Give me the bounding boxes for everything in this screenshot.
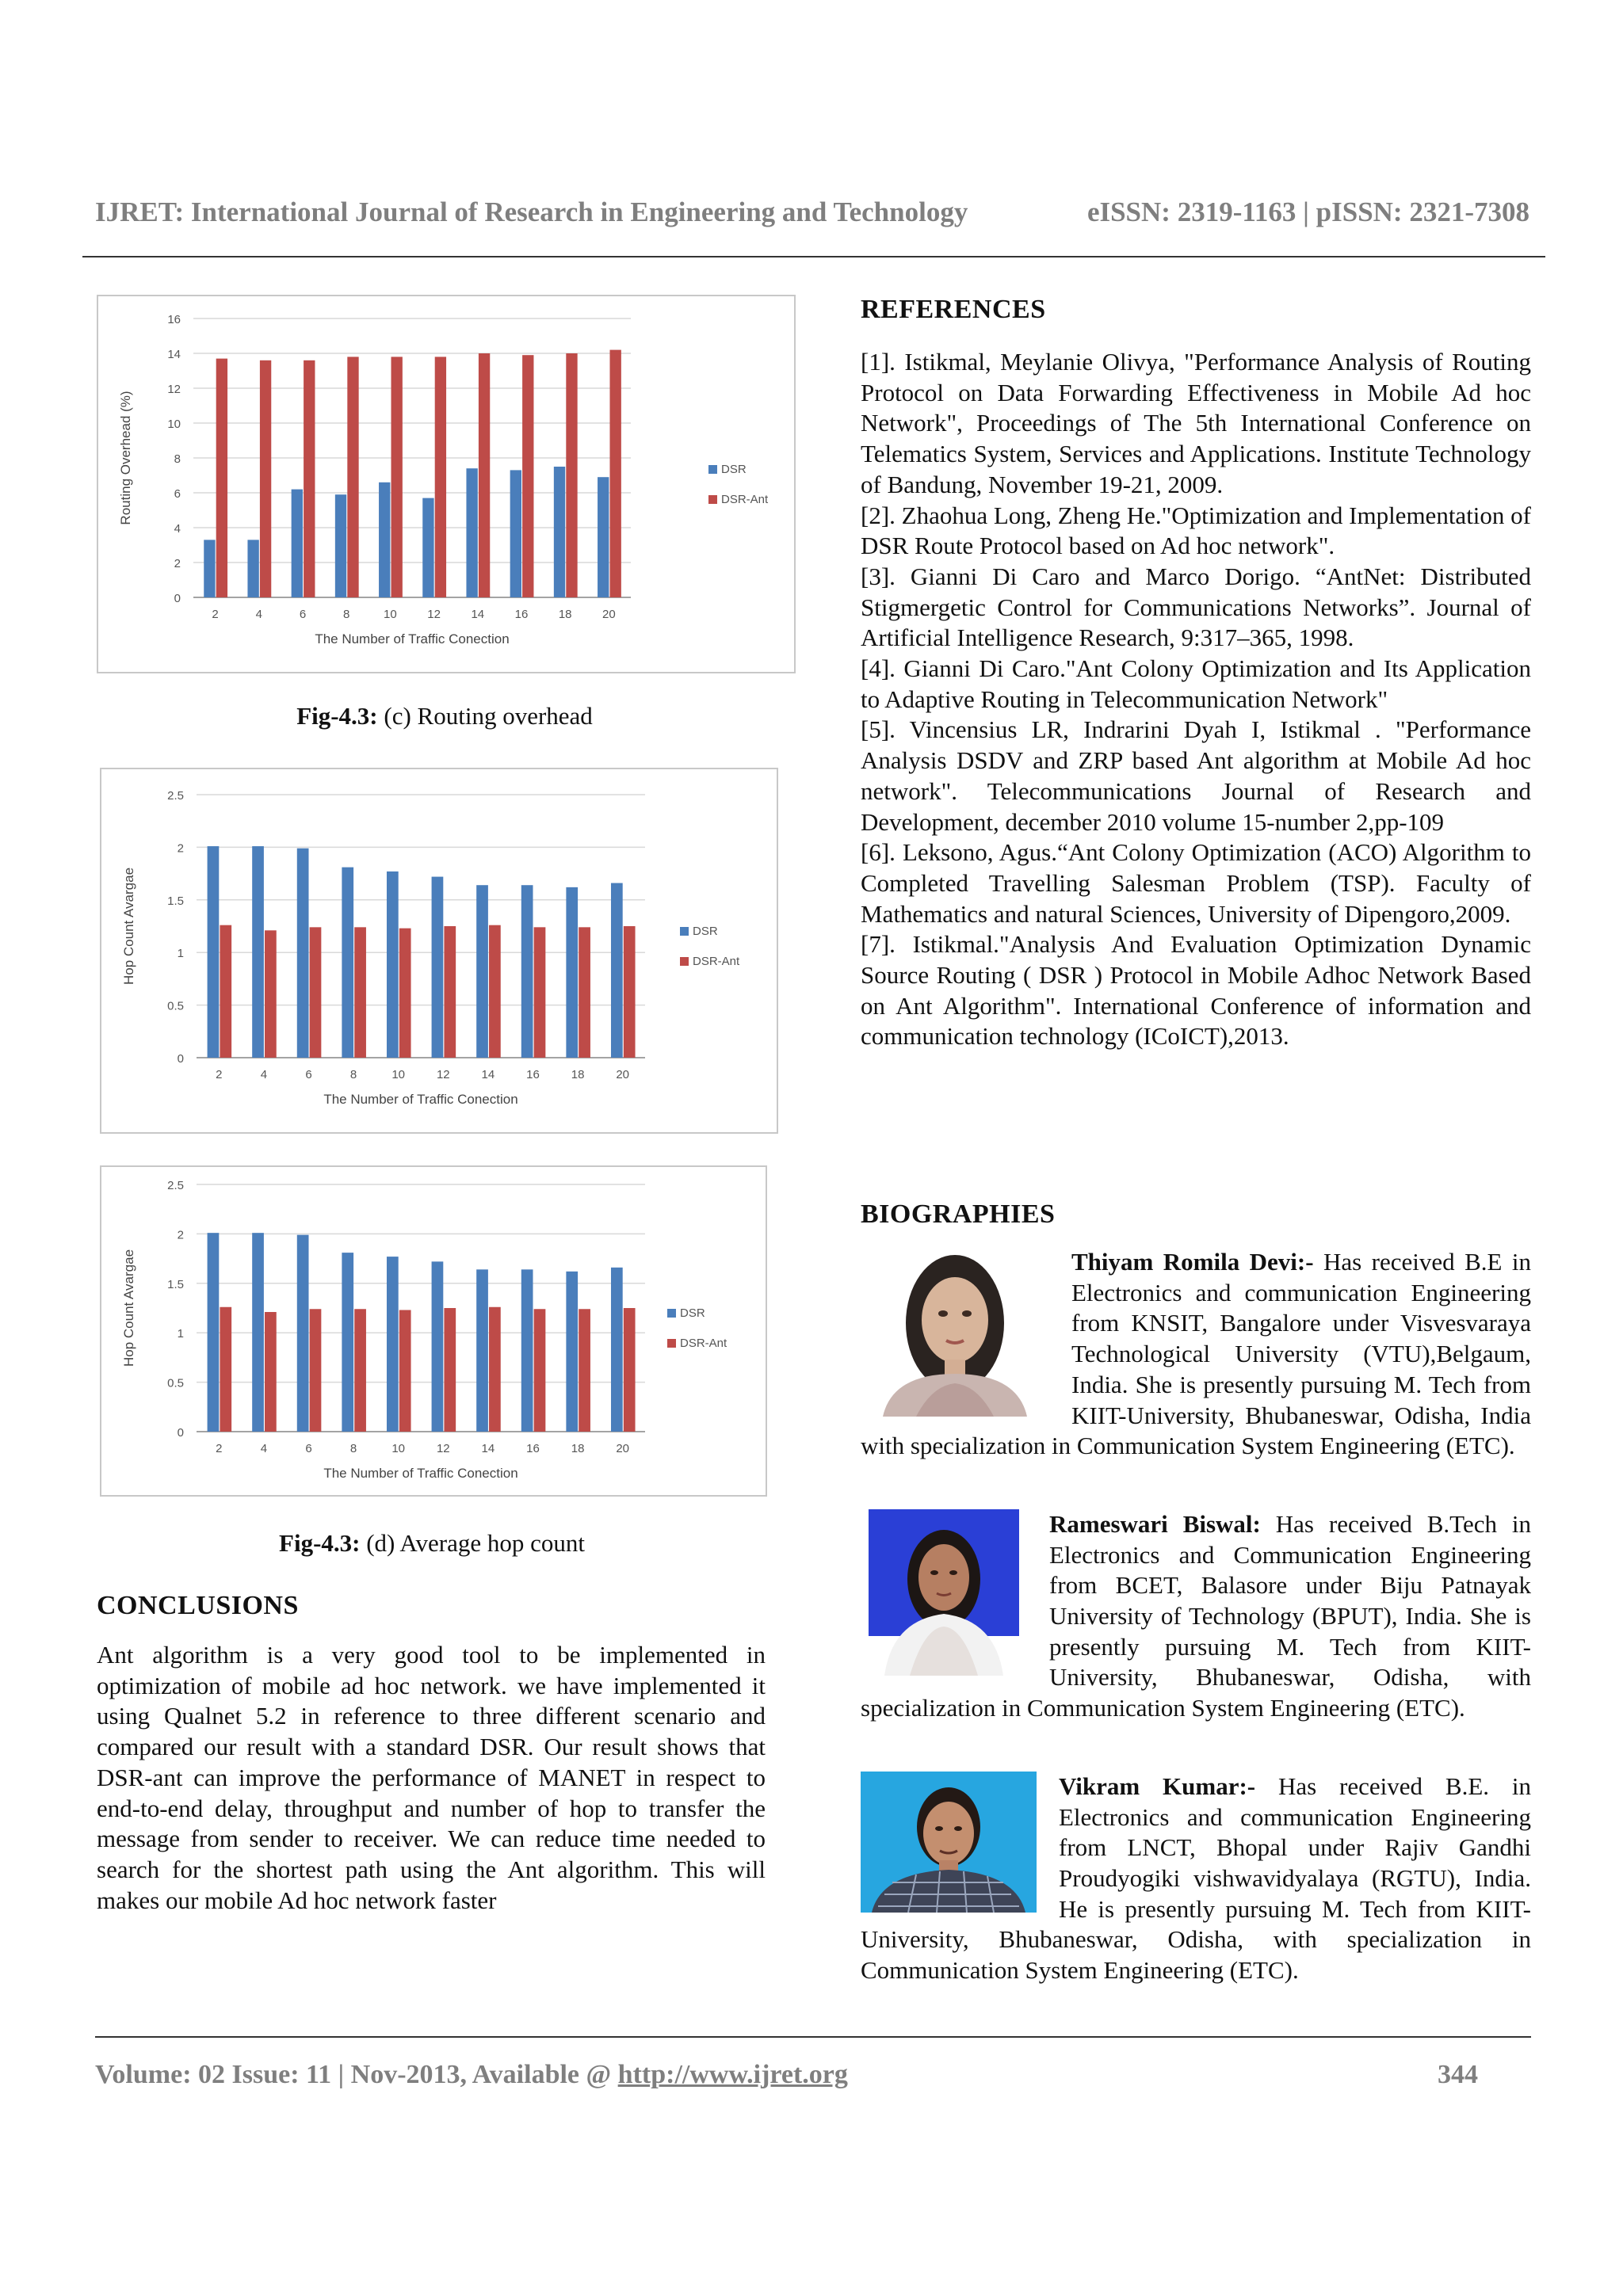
author-photo (861, 1247, 1049, 1417)
y-axis-title: Routing Overhead (%) (118, 391, 133, 525)
x-axis-title: The Number of Traffic Conection (323, 1092, 518, 1107)
y-tick-label: 16 (167, 313, 181, 326)
bar-dsr-ant (489, 1307, 501, 1432)
bio-item (861, 1247, 1531, 1462)
bar-dsr-ant (444, 1308, 456, 1432)
legend-label: DSR-Ant (721, 493, 769, 506)
references-heading: REFERENCES (861, 295, 1046, 324)
x-tick-label: 6 (305, 1442, 312, 1455)
biographies-heading: BIOGRAPHIES (861, 1199, 1056, 1229)
x-tick-label: 14 (481, 1442, 495, 1455)
bar-dsr (252, 1233, 264, 1432)
x-tick-label: 4 (255, 608, 262, 621)
bar-dsr-ant (399, 1310, 411, 1432)
x-tick-label: 16 (526, 1442, 540, 1455)
bar-dsr (387, 1257, 399, 1432)
chart-hop-count-2-svg (101, 1167, 766, 1495)
running-footer (95, 2060, 1478, 2090)
caption-d-text: (d) Average hop count (360, 1529, 585, 1557)
y-tick-label: 4 (174, 522, 181, 536)
chart-routing-overhead-svg (98, 296, 794, 672)
footer-rule (95, 2036, 1531, 2038)
x-tick-label: 10 (384, 608, 397, 621)
author-photo (861, 1509, 1027, 1676)
figure-caption-d (97, 1529, 767, 1558)
references-list (861, 347, 1531, 1052)
bar-dsr (247, 540, 258, 597)
x-tick-label: 2 (216, 1442, 223, 1455)
bar-dsr-ant (354, 1309, 366, 1432)
y-tick-label: 2.5 (167, 1179, 184, 1192)
y-tick-label: 6 (174, 487, 181, 501)
x-tick-label: 14 (481, 1068, 495, 1081)
legend-label: DSR (693, 925, 718, 938)
x-tick-label: 4 (260, 1068, 268, 1081)
x-axis-title: The Number of Traffic Conection (323, 1466, 518, 1481)
bio-item (861, 1772, 1531, 1986)
bar-dsr-ant (220, 925, 231, 1058)
y-tick-label: 12 (167, 383, 181, 396)
x-tick-label: 2 (216, 1068, 223, 1081)
bar-dsr (335, 494, 346, 597)
author-photo (861, 1772, 1037, 1913)
bio-text: Has received B.E. in Electronics and communication Engineering from LNCT, Bhopal under Rajiv Gandhi Proudyogiki vishwavidyalaya (RGTU), India. He is presently pursuing M. Tech from KIIT-University, Bhubaneswar, Odisha, with specialization in Communication System Engineering (ETC). (861, 1772, 1531, 1985)
bar-dsr (292, 490, 303, 597)
x-tick-label: 2 (212, 608, 219, 621)
legend-swatch (680, 927, 689, 936)
reference-item: [2]. Zhaohua Long, Zheng He."Optimization and Implementation of DSR Route Protocol based on Ad hoc network". (861, 501, 1531, 560)
footer-volume-text: Volume: 02 Issue: 11 | Nov-2013, Available @ (95, 2060, 618, 2089)
chart-hop-count-2 (100, 1165, 767, 1497)
y-tick-label: 0 (177, 1426, 184, 1440)
bar-dsr (476, 885, 488, 1058)
bar-dsr (466, 468, 477, 597)
legend-label: DSR-Ant (693, 955, 740, 968)
conclusions-section (97, 1591, 766, 1916)
figure-caption-c (97, 702, 792, 730)
bar-dsr-ant (354, 927, 366, 1058)
reference-item: [5]. Vincensius LR, Indrarini Dyah I, Istikmal . "Performance Analysis DSDV and ZRP based Ant algorithm at Mobile Ad hoc network". Telecommunications Journal of Research and Development, december 2010 volume 15-number 2,pp-109 (861, 715, 1531, 836)
bar-dsr (554, 467, 565, 597)
bar-dsr (510, 470, 521, 597)
x-tick-label: 12 (427, 608, 441, 621)
bar-dsr-ant (489, 925, 501, 1058)
bar-dsr (422, 498, 433, 597)
bar-dsr-ant (347, 357, 358, 597)
y-tick-label: 8 (174, 452, 181, 466)
legend-label: DSR (721, 463, 747, 476)
bar-dsr (521, 1269, 533, 1432)
bar-dsr-ant (304, 360, 315, 597)
bar-dsr-ant (220, 1307, 231, 1432)
footer-link[interactable]: http://www.ijret.org (617, 2060, 848, 2089)
bar-dsr-ant (534, 927, 546, 1058)
conclusions-text: Ant algorithm is a very good tool to be implemented in optimization of mobile ad hoc network. we have implemented it using Qualnet 5.2 in reference to three different scenario and compared our result with a standard DSR. Our result shows that DSR-ant can improve the performance of MANET in respect to end-to-end delay, throughput and number of hop to transfer the message from sender to receiver. We can reduce time needed to search for the shortest path using the Ant algorithm. This will makes our mobile Ad hoc network faster (97, 1641, 766, 1914)
x-tick-label: 10 (391, 1068, 406, 1081)
chart-routing-overhead (97, 295, 796, 673)
x-tick-label: 18 (558, 608, 572, 621)
y-tick-label: 0 (177, 1052, 184, 1066)
bar-dsr (204, 540, 215, 597)
x-tick-label: 4 (260, 1442, 268, 1455)
bar-dsr (566, 1272, 578, 1432)
y-tick-label: 14 (167, 348, 181, 361)
bar-dsr-ant (522, 355, 533, 597)
header-rule (82, 256, 1545, 257)
legend-swatch (708, 465, 717, 474)
y-tick-label: 10 (167, 418, 181, 431)
x-tick-label: 18 (571, 1068, 585, 1081)
bio-name: Vikram Kumar:- (1059, 1772, 1256, 1800)
bar-dsr-ant (479, 353, 490, 597)
bar-dsr (611, 883, 623, 1058)
bar-dsr (379, 482, 390, 597)
reference-item: [1]. Istikmal, Meylanie Olivya, "Performance Analysis of Routing Protocol on Data Forwarding Effectiveness in Mobile Ad hoc Network", Proceedings of The 5th International Conference on Telematics System, Services and Applications. Institute Technology of Bandung, November 19-21, 2009. (861, 348, 1531, 498)
x-axis-title: The Number of Traffic Conection (315, 631, 510, 646)
reference-item: [3]. Gianni Di Caro and Marco Dorigo. “AntNet: Distributed Stigmergetic Control for Communications Networks”. Journal of Artificial Intelligence Research, 9:317–365, 1998. (861, 562, 1531, 652)
caption-c-text: (c) Routing overhead (377, 702, 593, 730)
bar-dsr-ant (265, 930, 277, 1058)
x-tick-label: 12 (436, 1442, 450, 1455)
caption-c-label: Fig-4.3: (296, 702, 378, 730)
bar-dsr (387, 871, 399, 1058)
y-tick-label: 1.5 (167, 894, 184, 908)
legend-swatch (708, 495, 717, 504)
x-tick-label: 20 (616, 1068, 630, 1081)
bar-dsr (566, 887, 578, 1058)
bio-item (861, 1509, 1531, 1724)
y-tick-label: 1.5 (167, 1277, 184, 1291)
page-number: 344 (1438, 2060, 1478, 2089)
y-tick-label: 0.5 (167, 999, 184, 1013)
bar-dsr (342, 868, 353, 1058)
y-tick-label: 1 (177, 947, 184, 961)
legend-swatch (680, 957, 689, 966)
x-tick-label: 18 (571, 1442, 585, 1455)
bar-dsr-ant (579, 927, 590, 1058)
chart-hop-count-1-svg (101, 769, 777, 1132)
bar-dsr-ant (310, 927, 322, 1058)
caption-d-label: Fig-4.3: (279, 1529, 361, 1557)
bar-dsr (432, 877, 444, 1058)
bar-dsr-ant (310, 1309, 322, 1432)
bar-dsr (208, 846, 220, 1058)
x-tick-label: 6 (305, 1068, 312, 1081)
x-tick-label: 16 (514, 608, 529, 621)
x-tick-label: 16 (526, 1068, 540, 1081)
bar-dsr-ant (534, 1309, 546, 1432)
issn: eISSN: 2319-1163 | pISSN: 2321-7308 (1086, 196, 1529, 227)
bar-dsr-ant (265, 1312, 277, 1432)
y-axis-title: Hop Count Avargae (121, 867, 136, 986)
bar-dsr-ant (579, 1309, 590, 1432)
biographies-section (861, 1199, 1531, 1986)
running-header (95, 190, 1529, 235)
bio-name: Thiyam Romila Devi:- (1071, 1248, 1314, 1276)
bar-dsr (297, 1235, 309, 1432)
bar-dsr (611, 1268, 623, 1432)
journal-title: IJRET: International Journal of Research in Engineering and Technology (95, 196, 968, 227)
bar-dsr-ant (391, 357, 403, 597)
reference-item: [6]. Leksono, Agus.“Ant Colony Optimization (ACO) Algorithm to Completed Travelling Salesman Problem (TSP). Faculty of Mathematics and natural Sciences, University of Dipengoro,2009. (861, 838, 1531, 928)
bar-dsr (476, 1269, 488, 1432)
bio-name: Rameswari Biswal: (1049, 1509, 1261, 1538)
bar-dsr-ant (444, 926, 456, 1058)
x-tick-label: 14 (471, 608, 485, 621)
x-tick-label: 10 (391, 1442, 406, 1455)
bar-dsr (432, 1261, 444, 1432)
legend-label: DSR-Ant (680, 1337, 727, 1350)
bar-dsr-ant (566, 353, 577, 597)
conclusions-heading: CONCLUSIONS (97, 1591, 299, 1620)
x-tick-label: 12 (436, 1068, 450, 1081)
reference-item: [4]. Gianni Di Caro."Ant Colony Optimization and Its Application to Adaptive Routing in Telecommunication Network" (861, 654, 1531, 713)
references-section (861, 295, 1531, 1052)
y-tick-label: 0.5 (167, 1376, 184, 1390)
y-tick-label: 2 (174, 557, 181, 570)
footer-volume (95, 2060, 848, 2090)
bar-dsr (252, 846, 264, 1058)
y-axis-title: Hop Count Avargae (121, 1249, 136, 1367)
y-tick-label: 0 (174, 592, 181, 605)
x-tick-label: 6 (299, 608, 307, 621)
y-tick-label: 2 (177, 1228, 184, 1242)
bar-dsr (342, 1253, 353, 1432)
bar-dsr (297, 849, 309, 1058)
bar-dsr-ant (435, 357, 446, 597)
chart-hop-count-1 (100, 768, 778, 1134)
x-tick-label: 8 (349, 1068, 357, 1081)
y-tick-label: 2.5 (167, 789, 184, 803)
bar-dsr (521, 885, 533, 1058)
x-tick-label: 20 (602, 608, 616, 621)
bio-text: Has received B.E in Electronics and communication Engineering from KNSIT, Bangalore under Visvesvaraya Technological University (VTU),Belgaum, India. She is presently pursuing M. Tech from KIIT-University, Bhubaneswar, Odisha, India with specialization in Communication System Engineering (ETC). (861, 1248, 1531, 1460)
x-tick-label: 8 (343, 608, 350, 621)
y-tick-label: 2 (177, 841, 184, 856)
bar-dsr-ant (399, 929, 411, 1058)
bar-dsr-ant (624, 926, 636, 1058)
bar-dsr (208, 1233, 220, 1432)
legend-swatch (667, 1339, 676, 1348)
bar-dsr-ant (216, 359, 227, 597)
legend-swatch (667, 1309, 676, 1318)
legend-label: DSR (680, 1306, 705, 1320)
bar-dsr-ant (610, 350, 621, 597)
bar-dsr (598, 477, 609, 597)
x-tick-label: 20 (616, 1442, 630, 1455)
x-tick-label: 8 (349, 1442, 357, 1455)
bar-dsr-ant (624, 1308, 636, 1432)
reference-item: [7]. Istikmal."Analysis And Evaluation Optimization Dynamic Source Routing ( DSR ) Protocol in Mobile Adhoc Network Based on Ant Algorithm". International Conference of information and communication technology (ICoICT),2013. (861, 930, 1531, 1051)
y-tick-label: 1 (177, 1327, 184, 1341)
bio-text: Has received B.Tech in Electronics and Communication Engineering from BCET, Balasore under Biju Patnayak University of Technology (BPUT), India. She is presently pursuing M. Tech from KIIT-University, Bhubaneswar, Odisha, with specialization in Communication System Engineering (ETC). (861, 1509, 1531, 1722)
bar-dsr-ant (260, 360, 271, 597)
